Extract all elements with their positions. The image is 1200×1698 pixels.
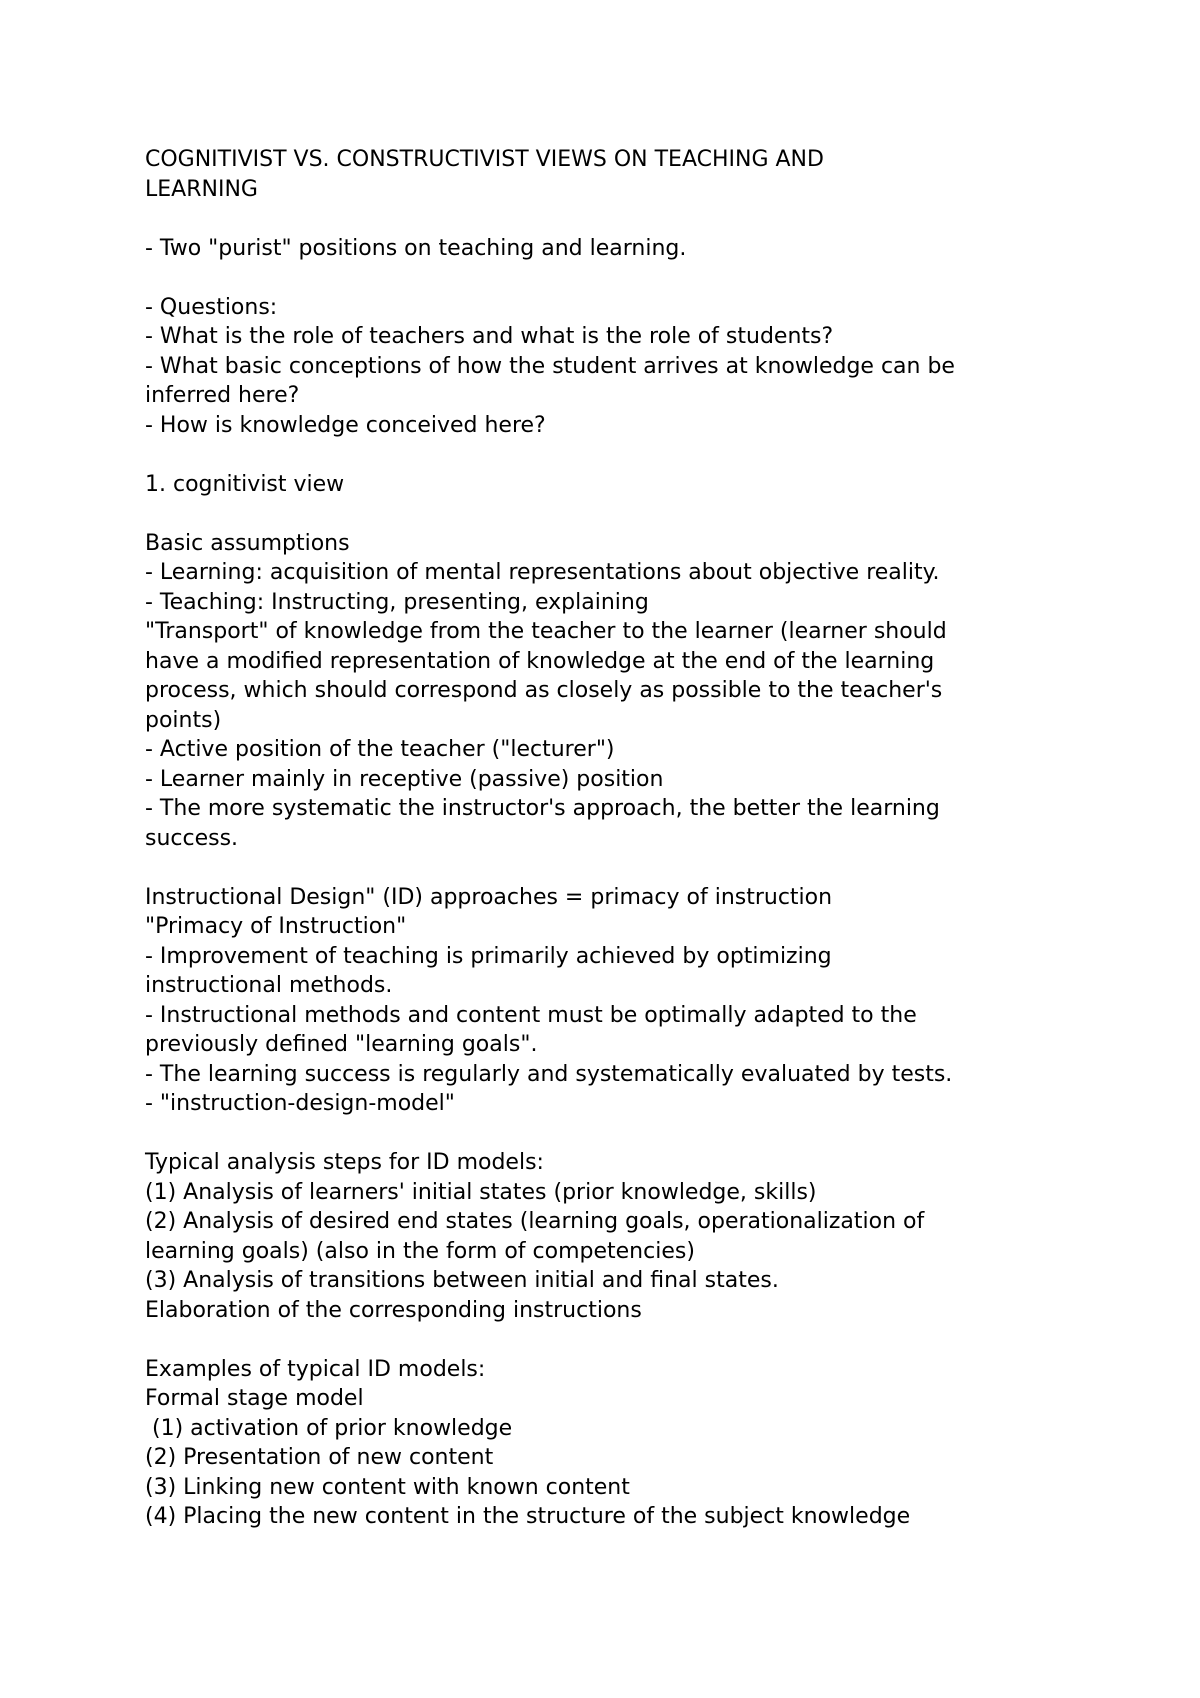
example-line: (1) activation of prior knowledge <box>145 1415 513 1441</box>
example-line: (3) Linking new content with known content <box>145 1474 630 1500</box>
step-line: (1) Analysis of learners' initial states (prior knowledge, skills) <box>145 1179 817 1205</box>
assumption-line: process, which should correspond as closely as possible to the teacher's <box>145 678 943 703</box>
id-line: - The learning success is regularly and systematically evaluated by tests. <box>145 1061 953 1087</box>
blank-line <box>145 204 1065 234</box>
blank-line <box>145 440 1065 470</box>
assumption-line: - Active position of the teacher ("lecturer") <box>145 737 615 762</box>
id-line: instructional methods. <box>145 973 393 998</box>
id-heading: Instructional Design" (ID) approaches = primacy of instruction <box>145 884 833 910</box>
assumptions-heading: Basic assumptions <box>145 530 350 556</box>
steps-heading: Typical analysis steps for ID models: <box>145 1150 544 1175</box>
example-line: (4) Placing the new content in the structure of the subject knowledge <box>145 1504 911 1529</box>
example-line: Formal stage model <box>145 1386 364 1411</box>
assumption-line: - Teaching: Instructing, presenting, explaining <box>145 589 649 615</box>
assumption-line: - Learner mainly in receptive (passive) position <box>145 766 664 792</box>
id-line: - "instruction-design-model" <box>145 1091 455 1116</box>
step-line: (2) Analysis of desired end states (learning goals, operationalization of <box>145 1209 925 1234</box>
assumption-line: "Transport" of knowledge from the teacher to the learner (learner should <box>145 619 947 644</box>
assumption-line: success. <box>145 825 239 851</box>
question-line: - What is the role of teachers and what is the role of students? <box>145 324 834 349</box>
blank-line <box>145 853 1065 883</box>
step-line: learning goals) (also in the form of competencies) <box>145 1238 695 1264</box>
blank-line <box>145 1325 1065 1355</box>
assumption-line: have a modified representation of knowledge at the end of the learning <box>145 648 935 674</box>
assumption-line: - Learning: acquisition of mental representations about objective reality. <box>145 560 940 585</box>
example-line: (2) Presentation of new content <box>145 1445 494 1470</box>
question-line: inferred here? <box>145 383 300 408</box>
blank-line <box>145 263 1065 293</box>
question-line: - What basic conceptions of how the student arrives at knowledge can be <box>145 353 955 379</box>
id-line: previously defined "learning goals". <box>145 1032 538 1057</box>
document-title-line: LEARNING <box>145 176 258 202</box>
examples-heading: Examples of typical ID models: <box>145 1356 486 1382</box>
blank-line <box>145 1119 1065 1149</box>
document-body <box>145 145 1065 1532</box>
question-line: - How is knowledge conceived here? <box>145 412 546 438</box>
document-title-line: COGNITIVIST VS. CONSTRUCTIVIST VIEWS ON TEACHING AND <box>145 147 824 172</box>
id-line: - Instructional methods and content must be optimally adapted to the <box>145 1002 917 1028</box>
section-heading: 1. cognitivist view <box>145 471 345 497</box>
intro-line: - Two "purist" positions on teaching and learning. <box>145 235 687 261</box>
step-line: Elaboration of the corresponding instructions <box>145 1297 642 1323</box>
assumption-line: - The more systematic the instructor's approach, the better the learning <box>145 796 940 821</box>
questions-heading: - Questions: <box>145 294 278 320</box>
step-line: (3) Analysis of transitions between initial and final states. <box>145 1268 779 1293</box>
blank-line <box>145 499 1065 529</box>
id-line: "Primacy of Instruction" <box>145 914 407 939</box>
assumption-line: points) <box>145 707 222 733</box>
id-line: - Improvement of teaching is primarily achieved by optimizing <box>145 943 832 969</box>
